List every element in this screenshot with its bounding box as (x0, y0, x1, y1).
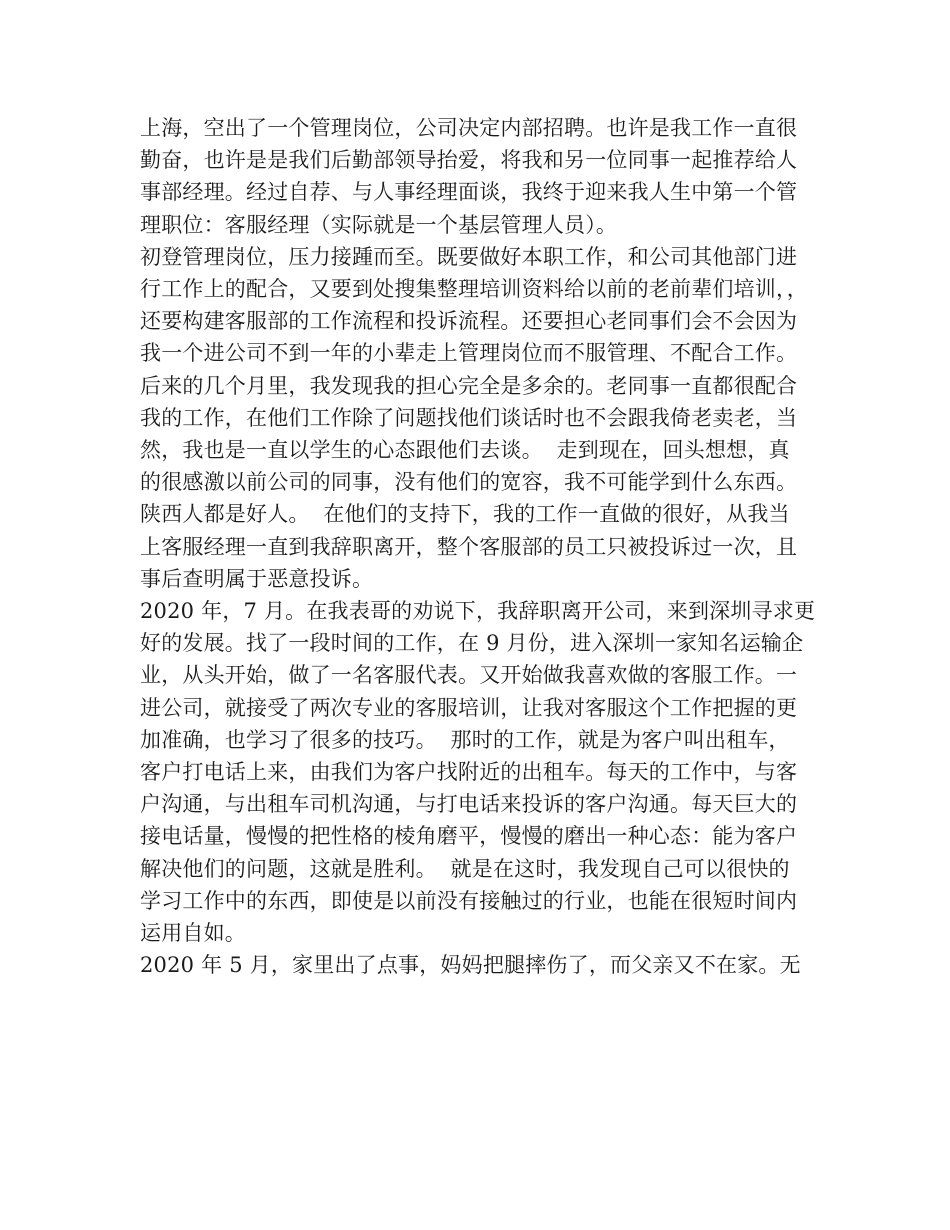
text-line: 学习工作中的东西，即使是以前没有接触过的行业，也能在很短时间内 (140, 888, 798, 913)
text-line: 我一个进公司不到一年的小辈走上管理岗位而不服管理、不配合工作。 (140, 341, 798, 366)
text-line: 接电话量，慢慢的把性格的棱角磨平，慢慢的磨出一种心态：能为客户 (140, 824, 798, 849)
text-line: 的很感激以前公司的同事，没有他们的宽容，我不可能学到什么东西。 (140, 470, 798, 495)
text-line: 我的工作，在他们工作除了问题找他们谈话时也不会跟我倚老卖老，当 (140, 405, 798, 430)
text-line: 解决他们的问题，这就是胜利。 就是在这时，我发现自己可以很快的 (140, 856, 790, 881)
text-line: 还要构建客服部的工作流程和投诉流程。还要担心老同事们会不会因为 (140, 309, 798, 334)
text-line: 行工作上的配合，又要到处搜集整理培训资料给以前的老前辈们培训，， (140, 277, 808, 302)
text-line: 勤奋，也许是是我们后勤部领导抬爱，将我和另一位同事一起推荐给人 (140, 148, 798, 173)
text-line: 业，从头开始，做了一名客服代表。又开始做我喜欢做的客服工作。一 (140, 663, 798, 688)
text-line: 加准确，也学习了很多的技巧。 那时的工作，就是为客户叫出租车， (140, 727, 790, 752)
text-line: 然，我也是一直以学生的心态跟他们去谈。 走到现在，回头想想，真 (140, 438, 790, 463)
text-line: 事部经理。经过自荐、与人事经理面谈，我终于迎来我人生中第一个管 (140, 180, 798, 205)
text-line: 上海，空出了一个管理岗位，公司决定内部招聘。也许是我工作一直很 (140, 116, 798, 140)
text-line: 2020 年 5 月，家里出了点事，妈妈把腿摔伤了，而父亲又不在家。无 (140, 953, 801, 978)
text-line: 后来的几个月里，我发现我的担心完全是多余的。老同事一直都很配合 (140, 373, 798, 398)
text-line: 陕西人都是好人。 在他们的支持下，我的工作一直做的很好，从我当 (140, 502, 790, 527)
text-line: 好的发展。找了一段时间的工作，在 9 月份，进入深圳一家知名运输企 (140, 631, 804, 656)
text-line: 2020 年，7 月。在我表哥的劝说下，我辞职离开公司，来到深圳寻求更 (140, 599, 816, 624)
body-text (140, 112, 830, 981)
text-line: 运用自如。 (140, 921, 246, 946)
text-line: 户沟通，与出租车司机沟通，与打电话来投诉的客户沟通。每天巨大的 (140, 792, 798, 817)
text-line: 进公司，就接受了两次专业的客服培训，让我对客服这个工作把握的更 (140, 695, 798, 720)
text-line: 初登管理岗位，压力接踵而至。既要做好本职工作，和公司其他部门进 (140, 244, 798, 269)
text-line: 上客服经理一直到我辞职离开，整个客服部的员工只被投诉过一次，且 (140, 534, 798, 559)
text-line: 事后查明属于恶意投诉。 (140, 566, 374, 591)
text-line: 理职位：客服经理（实际就是一个基层管理人员）。 (140, 212, 618, 237)
text-line: 客户打电话上来，由我们为客户找附近的出租车。每天的工作中，与客 (140, 760, 798, 785)
